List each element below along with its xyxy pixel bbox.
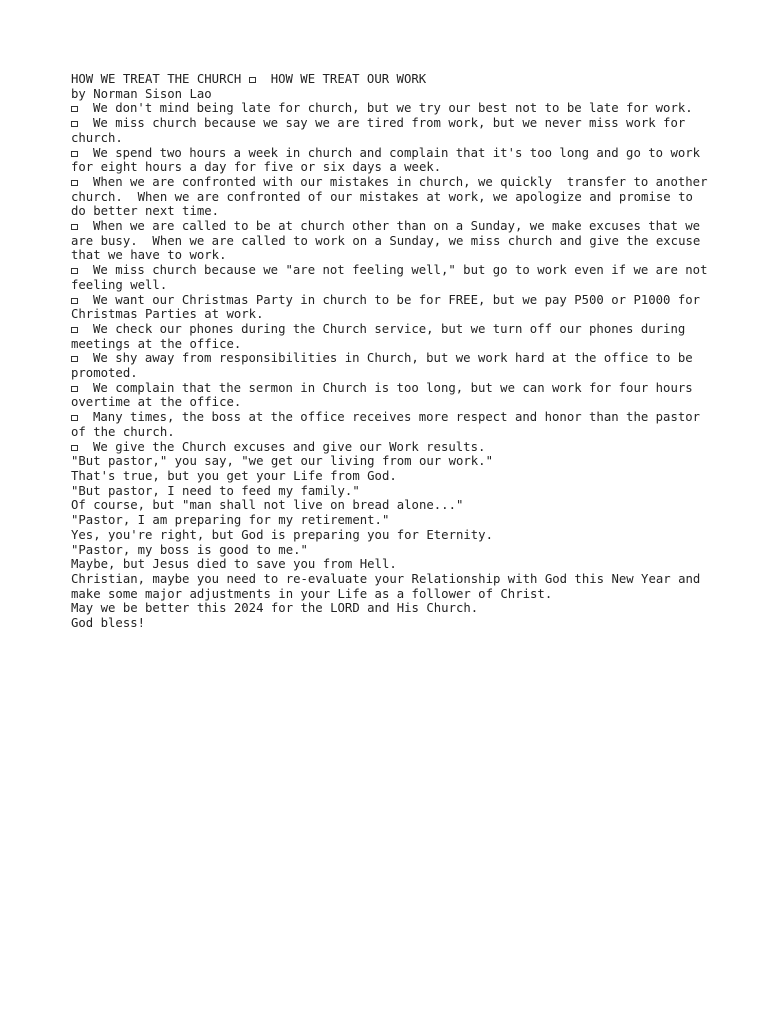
- list-item: [71, 293, 711, 322]
- list-item: [71, 440, 711, 455]
- closing-line: Yes, you're right, but God is preparing you for Eternity.: [71, 527, 493, 542]
- closing-line: Of course, but "man shall not live on bread alone...": [71, 498, 464, 513]
- document-body: [71, 72, 715, 631]
- closing-line: May we be better this 2024 for the LORD and His Church.: [71, 601, 479, 616]
- square-bullet-icon: [71, 356, 78, 362]
- list-item-text: We miss church because we "are not feeling well," but go to work even if we are not feeling well.: [71, 263, 715, 292]
- list-item-text: When we are confronted with our mistakes in church, we quickly transfer to another church. When we are confronted of our mistakes at work, we apologize and promise to do better next time.: [71, 174, 715, 219]
- closing-section: [71, 454, 711, 630]
- title-part-work: HOW WE TREAT OUR WORK: [270, 72, 427, 86]
- square-bullet-icon: [71, 121, 78, 127]
- square-bullet-icon: [71, 268, 78, 274]
- square-bullet-icon: [71, 415, 78, 421]
- closing-line: That's true, but you get your Life from God.: [71, 468, 397, 483]
- square-bullet-icon: [71, 224, 78, 230]
- closing-line: God bless!: [71, 616, 146, 631]
- list-item: [71, 219, 711, 263]
- list-item: [71, 174, 715, 219]
- list-item-text: We don't mind being late for church, but we try our best not to be late for work.: [93, 101, 693, 116]
- square-bullet-icon: [71, 151, 78, 157]
- list-item-text: We complain that the sermon in Church is too long, but we can work for four hours overtime at the office.: [71, 380, 701, 410]
- list-item-text: We give the Church excuses and give our Work results.: [93, 439, 486, 454]
- list-item-text: We miss church because we say we are tired from work, but we never miss work for church.: [71, 116, 693, 145]
- list-item-text: We shy away from responsibilities in Church, but we work hard at the office to be promoted.: [71, 351, 701, 381]
- square-bullet-icon: [249, 77, 256, 83]
- list-item-text: We check our phones during the Church service, but we turn off our phones during meetings at the office.: [71, 321, 693, 351]
- closing-line: Christian, maybe you need to re-evaluate your Relationship with God this New Year and make some major adjustments in your Life as a follower of Christ.: [71, 571, 708, 601]
- list-item: [71, 263, 715, 292]
- byline: by Norman Sison Lao: [71, 86, 212, 101]
- closing-line: "Pastor, my boss is good to me.": [71, 542, 308, 557]
- list-item: [71, 101, 711, 116]
- document-title: [71, 72, 711, 87]
- list-item-text: Many times, the boss at the office receives more respect and honor than the pastor of the church.: [71, 410, 708, 439]
- list-item-text: When we are called to be at church other than on a Sunday, we make excuses that we are busy. When we are called to work on a Sunday, we miss church and give the excuse that we have to work.: [71, 219, 708, 263]
- list-item: [71, 410, 711, 439]
- bullet-list: [71, 101, 715, 454]
- square-bullet-icon: [71, 106, 78, 112]
- closing-line: "Pastor, I am preparing for my retirement.": [71, 513, 390, 528]
- square-bullet-icon: [71, 386, 78, 392]
- closing-line: "But pastor," you say, "we get our living from our work.": [71, 454, 493, 469]
- square-bullet-icon: [71, 445, 78, 451]
- square-bullet-icon: [71, 180, 78, 186]
- list-item-text: We spend two hours a week in church and complain that it's too long and go to work for eight hours a day for five or six days a week.: [71, 145, 708, 175]
- list-item: [71, 381, 711, 410]
- list-item: [71, 146, 711, 175]
- square-bullet-icon: [71, 298, 78, 304]
- square-bullet-icon: [71, 327, 78, 333]
- title-part-church: HOW WE TREAT THE CHURCH: [71, 72, 242, 86]
- list-item: [71, 322, 711, 351]
- closing-line: Maybe, but Jesus died to save you from Hell.: [71, 557, 397, 572]
- list-item-text: We want our Christmas Party in church to be for FREE, but we pay P500 or P1000 for Christmas Parties at work.: [71, 292, 708, 322]
- list-item: [71, 351, 711, 380]
- list-item: [71, 116, 711, 145]
- closing-line: "But pastor, I need to feed my family.": [71, 483, 360, 498]
